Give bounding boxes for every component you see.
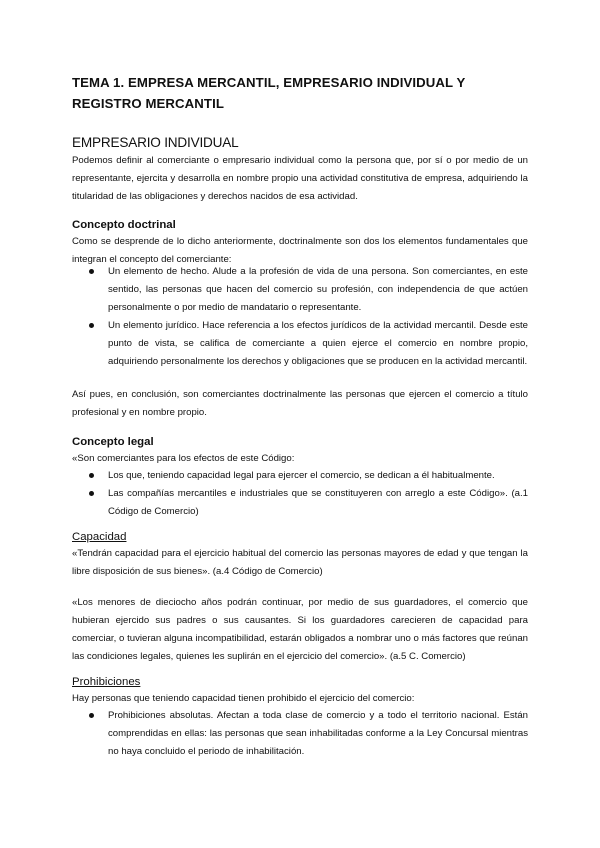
list-item [72, 707, 528, 761]
capacidad-heading: Capacidad [72, 531, 127, 543]
doctrinal-lead: Como se desprende de lo dicho anteriormente, doctrinalmente son dos los elementos fundamentales que integran el concepto del comerciante: [72, 236, 528, 265]
bullet-icon [89, 713, 94, 718]
intro-paragraph: Podemos definir al comerciante o empresario individual como la persona que, por sí o por medio de un representante, ejercita y desarrolla en nombre propio una actividad constitutiva de empresa, adquiriendo la titularidad de las obligaciones y derechos nacidos de esa actividad. [72, 155, 528, 202]
capacidad-paragraph-2: «Los menores de dieciocho años podrán continuar, por medio de sus guardadores, el comercio que hubieran ejercido sus padres o sus causantes. Si los guardadores carecieren de capacidad para comerciar, o tuvieran alguna incompatibilidad, estarán obligados a nombrar uno o más factores que reúnan las condiciones legales, quienes les suplirán en el ejercicio del comercio». (a.5 C. Comercio) [72, 597, 528, 662]
doctrinal-conclusion: Así pues, en conclusión, son comerciantes doctrinalmente las personas que ejercen el comercio a título profesional y en nombre propio. [72, 389, 528, 418]
list-item-text: Prohibiciones absolutas. Afectan a toda clase de comercio y a todo el territorio nacional. Están comprendidas en ellas: las personas que sean inhabilitadas conforme a la Ley Concursal mientras no haya concluido el periodo de inhabilitación. [108, 710, 528, 757]
list-item-text: Las compañías mercantiles e industriales que se constituyeren con arreglo a este Código». (a.1 Código de Comercio) [108, 488, 528, 517]
list-item-text: Un elemento de hecho. Alude a la profesión de vida de una persona. Son comerciantes, en este sentido, las personas que hacen del comercio su profesión, con independencia de que actúen personalmente o por medio de mandatario o representante. [108, 266, 528, 313]
list-item [72, 317, 528, 371]
prohibiciones-heading: Prohibiciones [72, 676, 141, 688]
legal-list [72, 467, 528, 521]
capacidad-paragraph-1: «Tendrán capacidad para el ejercicio habitual del comercio las personas mayores de edad y que tengan la libre disposición de sus bienes». (a.4 Código de Comercio) [72, 548, 528, 577]
doctrinal-list [72, 263, 528, 371]
list-item [72, 263, 528, 317]
section-title: EMPRESARIO INDIVIDUAL [72, 135, 239, 150]
list-item-text: Los que, teniendo capacidad legal para ejercer el comercio, se dedican a él habitualmente. [108, 470, 495, 481]
doctrinal-heading: Concepto doctrinal [72, 219, 176, 231]
document-title: TEMA 1. EMPRESA MERCANTIL, EMPRESARIO INDIVIDUAL Y REGISTRO MERCANTIL [72, 75, 466, 111]
bullet-icon [89, 323, 94, 328]
list-item [72, 485, 528, 521]
bullet-icon [89, 491, 94, 496]
bullet-icon [89, 473, 94, 478]
list-item [72, 467, 528, 485]
list-item-text: Un elemento jurídico. Hace referencia a los efectos jurídicos de la actividad mercantil. Desde este punto de vista, se califica de comerciante a quien ejerce el comercio en nombre propio, adquiriendo personalmente los derechos y obligaciones que se producen en la actividad mercantil. [108, 320, 528, 367]
prohibiciones-list [72, 707, 528, 761]
bullet-icon [89, 269, 94, 274]
prohibiciones-lead: Hay personas que teniendo capacidad tienen prohibido el ejercicio del comercio: [72, 693, 415, 704]
legal-lead: «Son comerciantes para los efectos de este Código: [72, 453, 295, 464]
legal-heading: Concepto legal [72, 436, 154, 448]
